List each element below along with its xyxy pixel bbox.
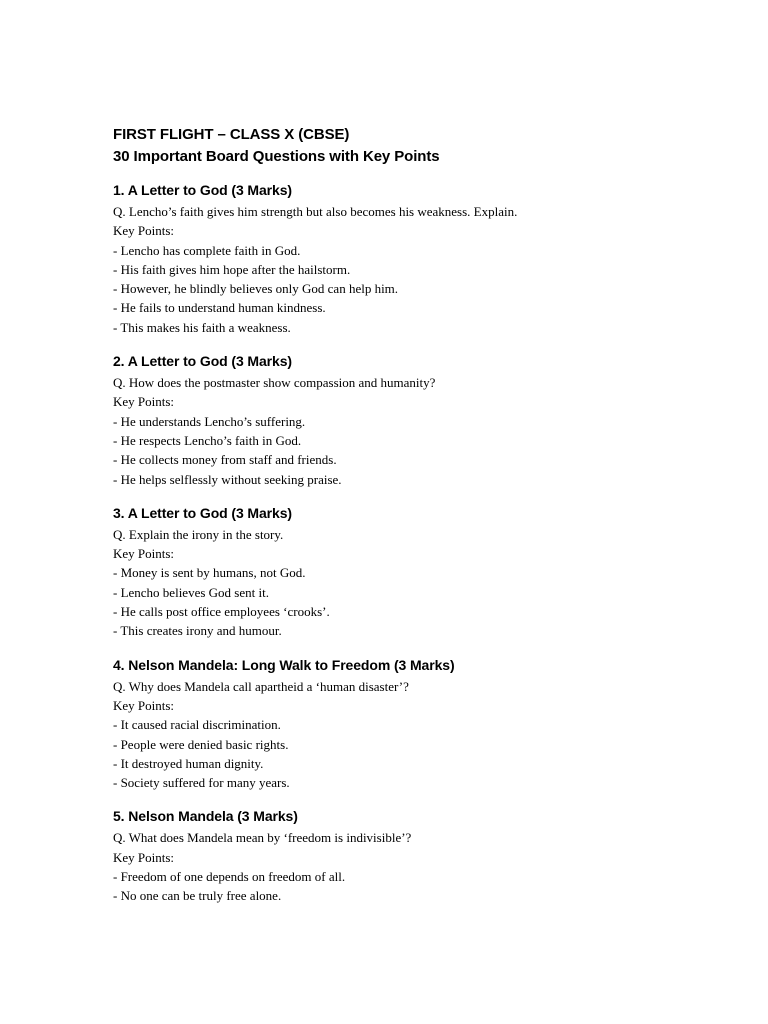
question-section [113, 806, 733, 905]
key-point: - He understands Lencho’s suffering. [113, 413, 306, 429]
section-heading: 1. A Letter to God (3 Marks) [113, 182, 292, 198]
question-text: Q. Explain the irony in the story. [113, 526, 284, 542]
question-section [113, 180, 733, 337]
key-points-label: Key Points: [113, 394, 175, 410]
key-point: - No one can be truly free alone. [113, 888, 282, 904]
question-section [113, 351, 733, 489]
document-page [113, 124, 733, 906]
section-heading: 4. Nelson Mandela: Long Walk to Freedom (3 Marks) [113, 656, 455, 673]
question-text: Q. How does the postmaster show compassion and humanity? [113, 375, 436, 391]
key-point: - Lencho has complete faith in God. [113, 242, 301, 258]
question-text: Q. What does Mandela mean by ‘freedom is indivisible’? [113, 830, 412, 846]
key-points-label: Key Points: [113, 849, 175, 865]
document-title: FIRST FLIGHT – CLASS X (CBSE) [113, 126, 350, 143]
sections-container [113, 180, 733, 906]
key-points-label: Key Points: [113, 697, 175, 713]
key-point: - However, he blindly believes only God can help him. [113, 281, 399, 297]
question-text: Q. Lencho’s faith gives him strength but also becomes his weakness. Explain. [113, 204, 518, 219]
key-point: - This creates irony and humour. [113, 623, 282, 639]
key-point: - He fails to understand human kindness. [113, 300, 326, 316]
key-point: - He respects Lencho’s faith in God. [113, 432, 302, 448]
key-point: - People were denied basic rights. [113, 736, 289, 752]
key-point: - Lencho believes God sent it. [113, 584, 269, 600]
section-heading: 2. A Letter to God (3 Marks) [113, 353, 292, 370]
key-point: - This makes his faith a weakness. [113, 319, 291, 335]
section-heading: 3. A Letter to God (3 Marks) [113, 504, 292, 521]
key-point: - Society suffered for many years. [113, 775, 290, 791]
section-heading: 5. Nelson Mandela (3 Marks) [113, 808, 298, 825]
key-points-label: Key Points: [113, 546, 175, 562]
key-point: - He calls post office employees ‘crooks’. [113, 604, 330, 620]
key-point: - It destroyed human dignity. [113, 755, 264, 771]
document-subtitle: 30 Important Board Questions with Key Points [113, 148, 440, 165]
question-section [113, 655, 733, 793]
question-section [113, 503, 733, 641]
key-point: - Money is sent by humans, not God. [113, 565, 306, 581]
key-point: - He helps selflessly without seeking praise. [113, 471, 342, 487]
key-point: - He collects money from staff and friends. [113, 452, 337, 468]
question-text: Q. Why does Mandela call apartheid a ‘human disaster’? [113, 678, 409, 694]
key-point: - It caused racial discrimination. [113, 717, 281, 733]
key-point: - His faith gives him hope after the hailstorm. [113, 261, 351, 277]
key-point: - Freedom of one depends on freedom of all. [113, 869, 346, 885]
key-points-label: Key Points: [113, 223, 175, 239]
